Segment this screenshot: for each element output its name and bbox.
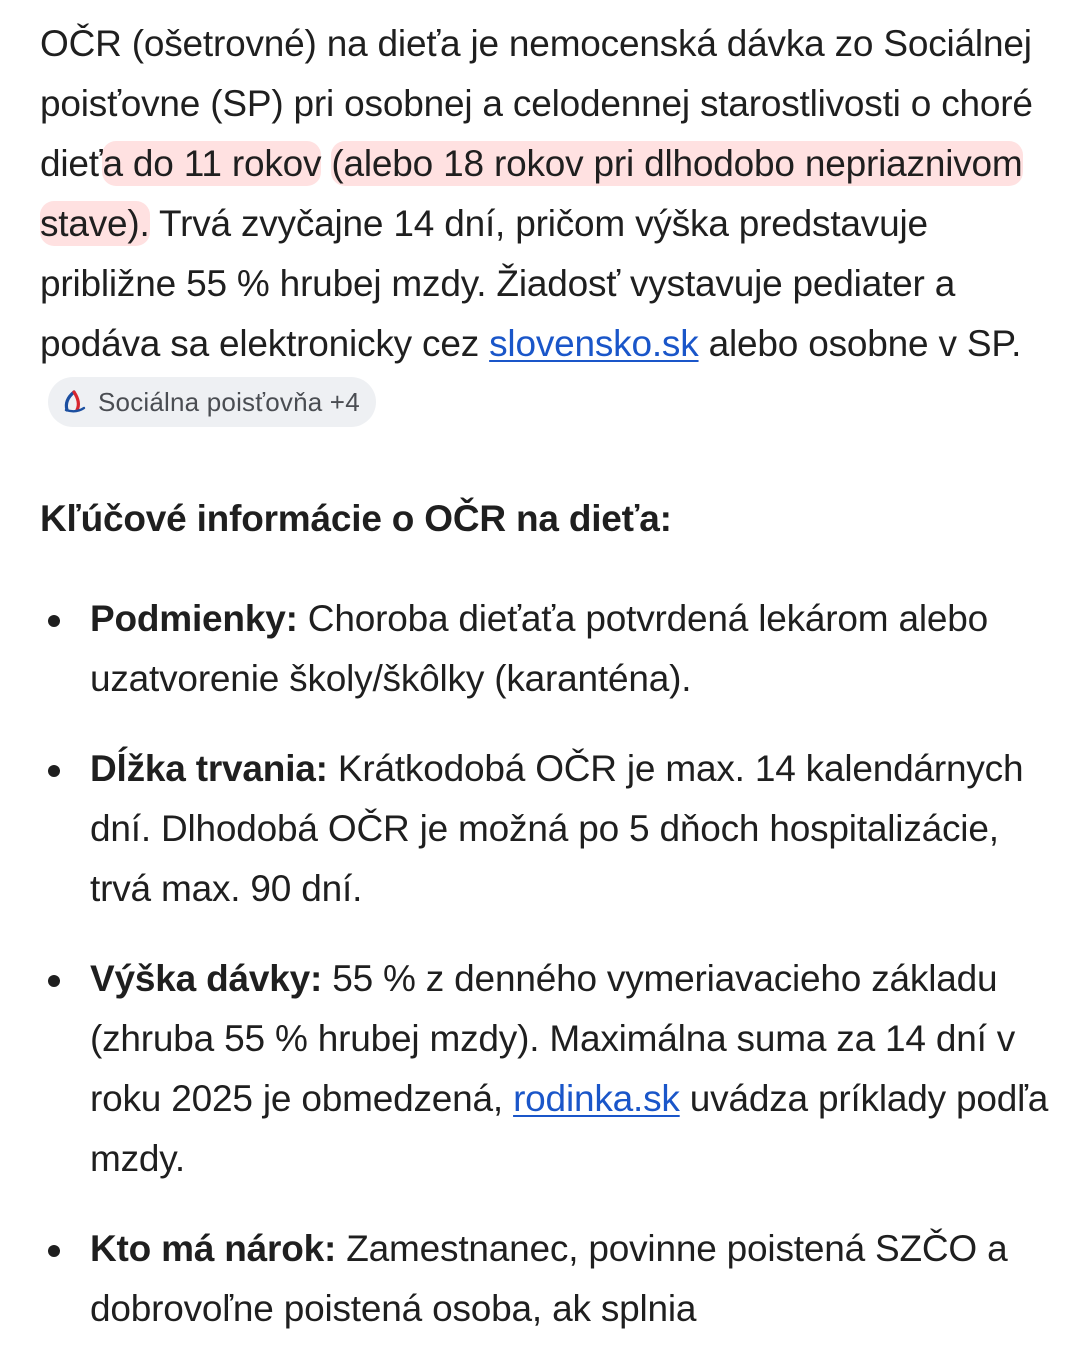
intro-paragraph (40, 14, 1050, 434)
item-text: 55 % z denného vymeriavacieho základu (zhruba 55 % hrubej mzdy). Maximálna suma za 14 dní v roku 2025 je obmedzená, (90, 958, 1016, 1119)
intro-gap (321, 143, 331, 184)
source-chip-label: Sociálna poisťovňa +4 (98, 387, 360, 418)
bullet-icon (48, 765, 60, 777)
slovensko-link[interactable]: slovensko.sk (489, 323, 699, 364)
rodinka-link[interactable]: rodinka.sk (513, 1078, 680, 1119)
list-item-kto-ma-narok (40, 1219, 1050, 1339)
list-item-dlzka-trvania (40, 739, 1050, 919)
item-text: Zamestnanec, povinne poistená SZČO a dobrovoľne poistená osoba, ak splnia (90, 1228, 1008, 1329)
list-item-vyska-davky (40, 949, 1050, 1189)
item-term: Výška dávky: (90, 958, 323, 999)
item-text-after: uvádza príklady podľa mzdy. (90, 1078, 1049, 1179)
list-item-podmienky (40, 589, 1050, 709)
item-text: Krátkodobá OČR je max. 14 kalendárnych dní. Dlhodobá OČR je možná po 5 dňoch hospitalizácie, trvá max. 90 dní. (90, 748, 1024, 909)
key-info-list (40, 589, 1050, 1369)
bullet-icon (48, 615, 60, 627)
section-heading: Kľúčové informácie o OČR na dieťa: (40, 498, 672, 539)
item-term: Podmienky: (90, 598, 298, 639)
bullet-icon (48, 975, 60, 987)
item-text: Choroba dieťaťa potvrdená lekárom alebo uzatvorenie školy/škôlky (karanténa). (90, 598, 989, 699)
bullet-icon (48, 1245, 60, 1257)
intro-text-1: OČR (ošetrovné) na dieťa je nemocenská dávka zo Sociálnej poisťovne (SP) pri osobnej a celodennej starostlivosti o choré dieť (40, 23, 1033, 184)
item-term: Dĺžka trvania: (90, 748, 328, 789)
answer-content (40, 14, 1050, 1329)
intro-text-2: Trvá zvyčajne 14 dní, pričom výška predstavuje približne 55 % hrubej mzdy. Žiadosť vystavuje pediater a podáva sa elektronicky cez (40, 203, 956, 364)
highlight-age-18[interactable]: (alebo 18 rokov pri dlhodobo nepriaznivom stave). (40, 143, 1023, 244)
intro-text-3: alebo osobne v SP. (698, 323, 1022, 364)
source-chip[interactable] (48, 377, 376, 427)
socialna-poistovna-logo-icon (60, 388, 88, 416)
item-term: Kto má nárok: (90, 1228, 337, 1269)
highlight-age-11[interactable]: a do 11 rokov (102, 143, 322, 184)
